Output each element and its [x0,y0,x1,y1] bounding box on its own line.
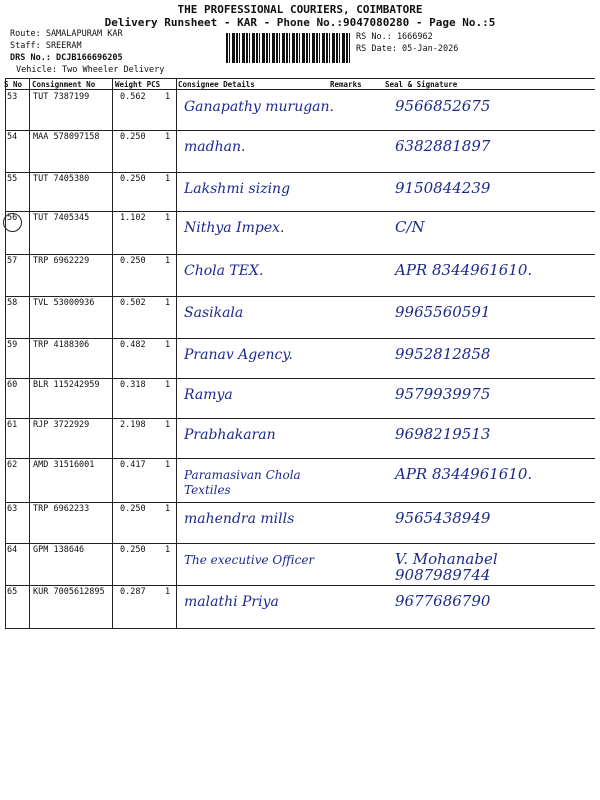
table-top-border [5,78,595,79]
row-consignee-handwritten: Pranav Agency. [184,347,293,363]
col-divider [29,78,30,628]
row-consignee-handwritten: Nithya Impex. [184,220,285,236]
row-pcs: 1 [165,132,171,142]
row-divider [5,130,595,131]
row-consignee-handwritten: madhan. [184,139,246,155]
row-pcs: 1 [165,460,171,470]
row-sno: 63 [7,504,18,514]
row-signature-handwritten: 9566852675 [395,97,491,115]
row-consignee-handwritten: Chola TEX. [184,263,264,279]
row-divider [5,418,595,419]
row-pcs: 1 [165,380,171,390]
row-weight: 0.318 [120,380,146,390]
row-divider [5,254,595,255]
barcode [226,33,352,63]
row-consignment-no: TRP 6962233 [33,504,90,514]
row-pcs: 1 [165,420,171,430]
row-sno: 55 [7,174,18,184]
col-divider [176,78,177,628]
row-weight: 0.287 [120,587,146,597]
row-signature-handwritten: APR 8344961610. [395,465,533,483]
row-sno: 59 [7,340,18,350]
row-pcs: 1 [165,545,171,555]
col-header-consignment: Consignment No [32,80,96,89]
row-signature-handwritten: APR 8344961610. [395,261,533,279]
row-sno: 54 [7,132,18,142]
row-divider [5,172,595,173]
row-weight: 0.250 [120,504,146,514]
row-divider [5,543,595,544]
row-pcs: 1 [165,92,171,102]
row-signature-handwritten: 9965560591 [395,303,491,321]
col-divider [112,78,113,628]
row-weight: 0.502 [120,298,146,308]
row-weight: 0.250 [120,256,146,266]
row-signature-handwritten: C/N [395,218,425,236]
row-consignment-no: GPM 138646 [33,545,85,555]
row-divider [5,585,595,586]
row-consignment-no: TRP 4188306 [33,340,90,350]
header-bottom-border [5,89,595,90]
row-weight: 0.562 [120,92,146,102]
runsheet-subtitle: Delivery Runsheet - KAR - Phone No.:9047080280 - Page No.:5 [104,16,496,29]
row-signature-handwritten: 9677686790 [395,592,491,610]
row-signature-handwritten: 9150844239 [395,179,491,197]
row-weight: 2.198 [120,420,146,430]
rs-date: RS Date: 05-Jan-2026 [356,44,459,54]
row-consignee-handwritten: Paramasivan Chola Textiles [184,468,301,497]
row-pcs: 1 [165,504,171,514]
route-text: Route: SAMALAPURAM KAR [10,29,123,39]
row-consignee-handwritten: Sasikala [184,305,244,321]
row-weight: 0.250 [120,545,146,555]
row-consignee-handwritten: Ganapathy murugan. [184,99,334,115]
row-weight: 0.417 [120,460,146,470]
row-divider [5,296,595,297]
col-header-consignee: Consignee Details [178,80,255,89]
row-consignment-no: TUT 7405380 [33,174,90,184]
col-header-sno: S No [4,80,23,89]
row-divider [5,502,595,503]
row-consignee-handwritten: The executive Officer [184,553,315,567]
row-sno: 62 [7,460,18,470]
row-consignee-handwritten: mahendra mills [184,511,295,527]
row-signature-handwritten: 9952812858 [395,345,491,363]
rs-number: RS No.: 1666962 [356,32,433,42]
row-weight: 1.102 [120,213,146,223]
row-divider [5,628,595,629]
company-title: THE PROFESSIONAL COURIERS, COIMBATORE [177,3,423,16]
row-consignment-no: MAA 578097158 [33,132,100,142]
row-consignment-no: AMD 31516001 [33,460,95,470]
row-signature-handwritten: 9579939975 [395,385,491,403]
row-weight: 0.250 [120,174,146,184]
row-pcs: 1 [165,174,171,184]
col-header-weight: Weight PCS [115,80,161,89]
row-sno: 64 [7,545,18,555]
row-sno: 61 [7,420,18,430]
row-consignee-handwritten: malathi Priya [184,594,279,610]
row-consignment-no: TRP 6962229 [33,256,90,266]
row-sno: 65 [7,587,18,597]
row-sno: 58 [7,298,18,308]
row-pcs: 1 [165,213,171,223]
row-consignee-handwritten: Lakshmi sizing [184,181,291,197]
col-header-signature: Seal & Signature [385,80,458,89]
row-consignment-no: RJP 3722929 [33,420,90,430]
row-sno: 56 [7,213,18,223]
row-consignment-no: BLR 115242959 [33,380,100,390]
row-divider [5,211,595,212]
row-weight: 0.250 [120,132,146,142]
row-pcs: 1 [165,587,171,597]
row-signature-handwritten: 6382881897 [395,137,491,155]
row-pcs: 1 [165,256,171,266]
row-signature-handwritten: 9565438949 [395,509,491,527]
drs-number: DRS No.: DCJB166696205 [10,53,123,63]
row-56-circle-mark [3,213,22,232]
row-consignment-no: TUT 7387199 [33,92,90,102]
row-pcs: 1 [165,340,171,350]
row-consignment-no: KUR 7005612895 [33,587,105,597]
row-signature-handwritten: 9698219513 [395,425,491,443]
row-pcs: 1 [165,298,171,308]
row-sno: 60 [7,380,18,390]
row-divider [5,338,595,339]
row-consignee-handwritten: Prabhakaran [184,427,276,443]
col-header-remarks: Remarks [330,80,362,89]
row-weight: 0.482 [120,340,146,350]
col-divider [5,78,6,628]
row-consignment-no: TVL 53000936 [33,298,95,308]
row-signature-handwritten: V. Mohanabel 9087989744 [395,550,498,584]
staff-text: Staff: SREERAM [10,41,82,51]
row-consignee-handwritten: Ramya [184,387,233,403]
row-divider [5,378,595,379]
row-consignment-no: TUT 7405345 [33,213,90,223]
row-divider [5,458,595,459]
vehicle-text: Vehicle: Two Wheeler Delivery [16,65,165,75]
row-sno: 53 [7,92,18,102]
row-sno: 57 [7,256,18,266]
